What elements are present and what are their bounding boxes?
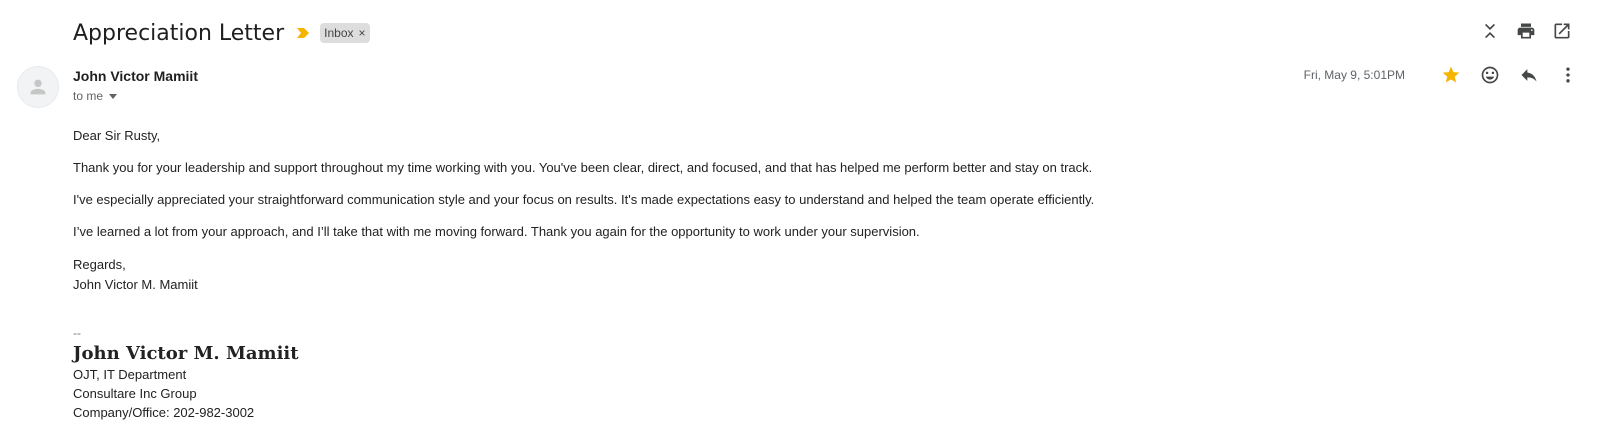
- thread-actions: [1479, 20, 1573, 42]
- signature-company: Consultare Inc Group: [73, 386, 197, 401]
- person-icon: [27, 76, 49, 98]
- remove-label-icon[interactable]: ×: [358, 26, 366, 40]
- reply-icon[interactable]: [1518, 64, 1540, 86]
- label-chip-text: Inbox: [324, 26, 354, 40]
- body-paragraph: I’ve learned a lot from your approach, and I’ll take that with me moving forward. Thank you again for the opportunity to work under your supervision.: [73, 224, 920, 239]
- chevron-down-icon[interactable]: [109, 94, 117, 99]
- subject-row: [73, 14, 370, 52]
- email-signature: [73, 326, 299, 422]
- signature-separator: --: [73, 326, 81, 340]
- signature-phone: Company/Office: 202-982-3002: [73, 405, 255, 420]
- recipient-text: to me: [73, 89, 104, 103]
- recipient-details-toggle[interactable]: [73, 89, 117, 103]
- message-meta: [1304, 64, 1579, 86]
- signature-name: John Victor M. Mamiit: [73, 343, 299, 364]
- more-options-icon[interactable]: [1557, 64, 1579, 86]
- body-paragraph: I've especially appreciated your straightforward communication style and your focus on results. It's made expectations easy to understand and helped the team operate efficiently.: [73, 192, 1095, 207]
- star-icon[interactable]: [1440, 64, 1462, 86]
- add-reaction-icon[interactable]: [1479, 64, 1501, 86]
- greeting: Dear Sir Rusty,: [73, 128, 161, 143]
- print-icon[interactable]: [1515, 20, 1537, 42]
- sender-name[interactable]: John Victor Mamiit: [73, 68, 198, 84]
- importance-marker-icon[interactable]: [296, 26, 310, 40]
- message-body: [73, 127, 1473, 295]
- open-in-new-window-icon[interactable]: [1551, 20, 1573, 42]
- sender-avatar[interactable]: [17, 66, 59, 108]
- signature-title: OJT, IT Department: [73, 367, 187, 382]
- label-chip-inbox[interactable]: [320, 23, 369, 43]
- email-subject: Appreciation Letter: [73, 20, 285, 46]
- closing-name: John Victor M. Mamiit: [73, 277, 198, 292]
- message-date[interactable]: Fri, May 9, 5:01PM: [1303, 68, 1405, 82]
- collapse-all-icon[interactable]: [1479, 20, 1501, 42]
- body-paragraph: Thank you for your leadership and support throughout my time working with you. You've been clear, direct, and focused, and that has helped me perform better and stay on track.: [73, 160, 1093, 175]
- closing: Regards,: [73, 257, 126, 272]
